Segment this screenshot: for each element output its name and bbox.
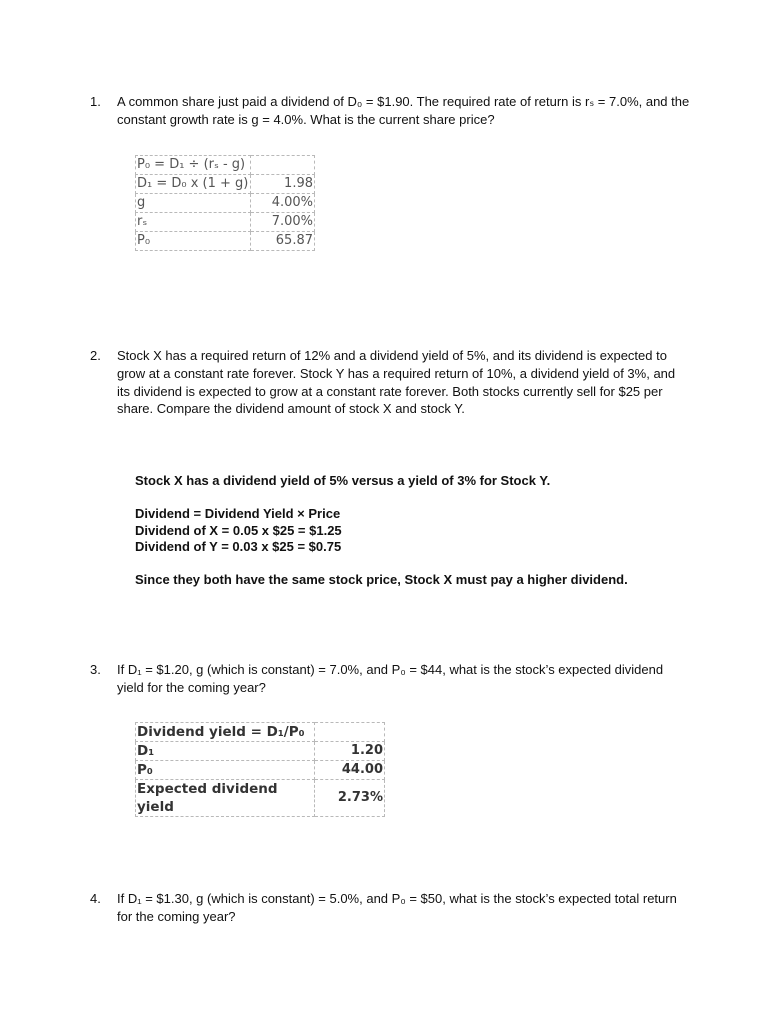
question-number: 2. bbox=[90, 348, 101, 363]
table-row bbox=[136, 175, 315, 194]
question-3 bbox=[90, 661, 690, 697]
table-value bbox=[315, 723, 385, 742]
question-4 bbox=[90, 890, 690, 926]
question-text: If D₁ = $1.20, g (which is constant) = 7.0%, and P₀ = $44, what is the stock’s expected dividend yield for the coming year? bbox=[117, 662, 664, 695]
table-row bbox=[136, 156, 315, 175]
table-label: P₀ = D₁ ÷ (rₛ - g) bbox=[136, 156, 251, 175]
calculation-table-3 bbox=[135, 722, 385, 817]
table-label: P₀ bbox=[136, 232, 251, 251]
table-value: 7.00% bbox=[251, 213, 315, 232]
table-value: 65.87 bbox=[251, 232, 315, 251]
table-label: D₁ bbox=[136, 742, 315, 761]
question-2 bbox=[90, 347, 690, 418]
table-row bbox=[136, 761, 385, 780]
table-label: D₁ = D₀ x (1 + g) bbox=[136, 175, 251, 194]
table-row bbox=[136, 194, 315, 213]
table-value: 2.73% bbox=[315, 780, 385, 817]
table-row bbox=[136, 742, 385, 761]
table-row bbox=[136, 232, 315, 251]
table-value: 44.00 bbox=[315, 761, 385, 780]
calculation-table-1 bbox=[135, 155, 315, 251]
table-value: 1.20 bbox=[315, 742, 385, 761]
answer-line: Stock X has a dividend yield of 5% versus a yield of 3% for Stock Y. bbox=[135, 473, 551, 488]
question-1 bbox=[90, 93, 690, 129]
table-value bbox=[251, 156, 315, 175]
table-row bbox=[136, 213, 315, 232]
question-text: Stock X has a required return of 12% and a dividend yield of 5%, and its dividend is expected to grow at a constant rate forever. Stock Y has a required return of 10%, a dividend yield of 3%, and its dividend is expected to grow at a constant rate forever. Both stocks currently sell for $25 per share. Compare the dividend amount of stock X and stock Y. bbox=[117, 348, 676, 417]
table-label: rₛ bbox=[136, 213, 251, 232]
table-label: Dividend yield = D₁/P₀ bbox=[136, 723, 315, 742]
table-label: Expected dividend yield bbox=[136, 780, 315, 817]
question-text: If D₁ = $1.30, g (which is constant) = 5.0%, and P₀ = $50, what is the stock’s expected total return for the coming year? bbox=[117, 891, 677, 924]
question-text: A common share just paid a dividend of D₀ = $1.90. The required rate of return is rₛ = 7.0%, and the constant growth rate is g = 4.0%. What is the current share price? bbox=[117, 94, 690, 127]
table-row bbox=[136, 723, 385, 742]
answer-line: Dividend of X = 0.05 x $25 = $1.25 bbox=[135, 522, 342, 538]
question-number: 4. bbox=[90, 891, 101, 906]
answer-line: Dividend of Y = 0.03 x $25 = $0.75 bbox=[135, 539, 342, 555]
table-label: g bbox=[136, 194, 251, 213]
question-number: 3. bbox=[90, 662, 101, 677]
answer-line: Dividend = Dividend Yield × Price bbox=[135, 505, 341, 521]
answer-2 bbox=[135, 473, 655, 589]
answer-line: Since they both have the same stock price, Stock X must pay a higher dividend. bbox=[135, 572, 628, 588]
table-value: 1.98 bbox=[251, 175, 315, 194]
table-value: 4.00% bbox=[251, 194, 315, 213]
table-label: P₀ bbox=[136, 761, 315, 780]
question-number: 1. bbox=[90, 94, 101, 109]
table-row bbox=[136, 780, 385, 817]
